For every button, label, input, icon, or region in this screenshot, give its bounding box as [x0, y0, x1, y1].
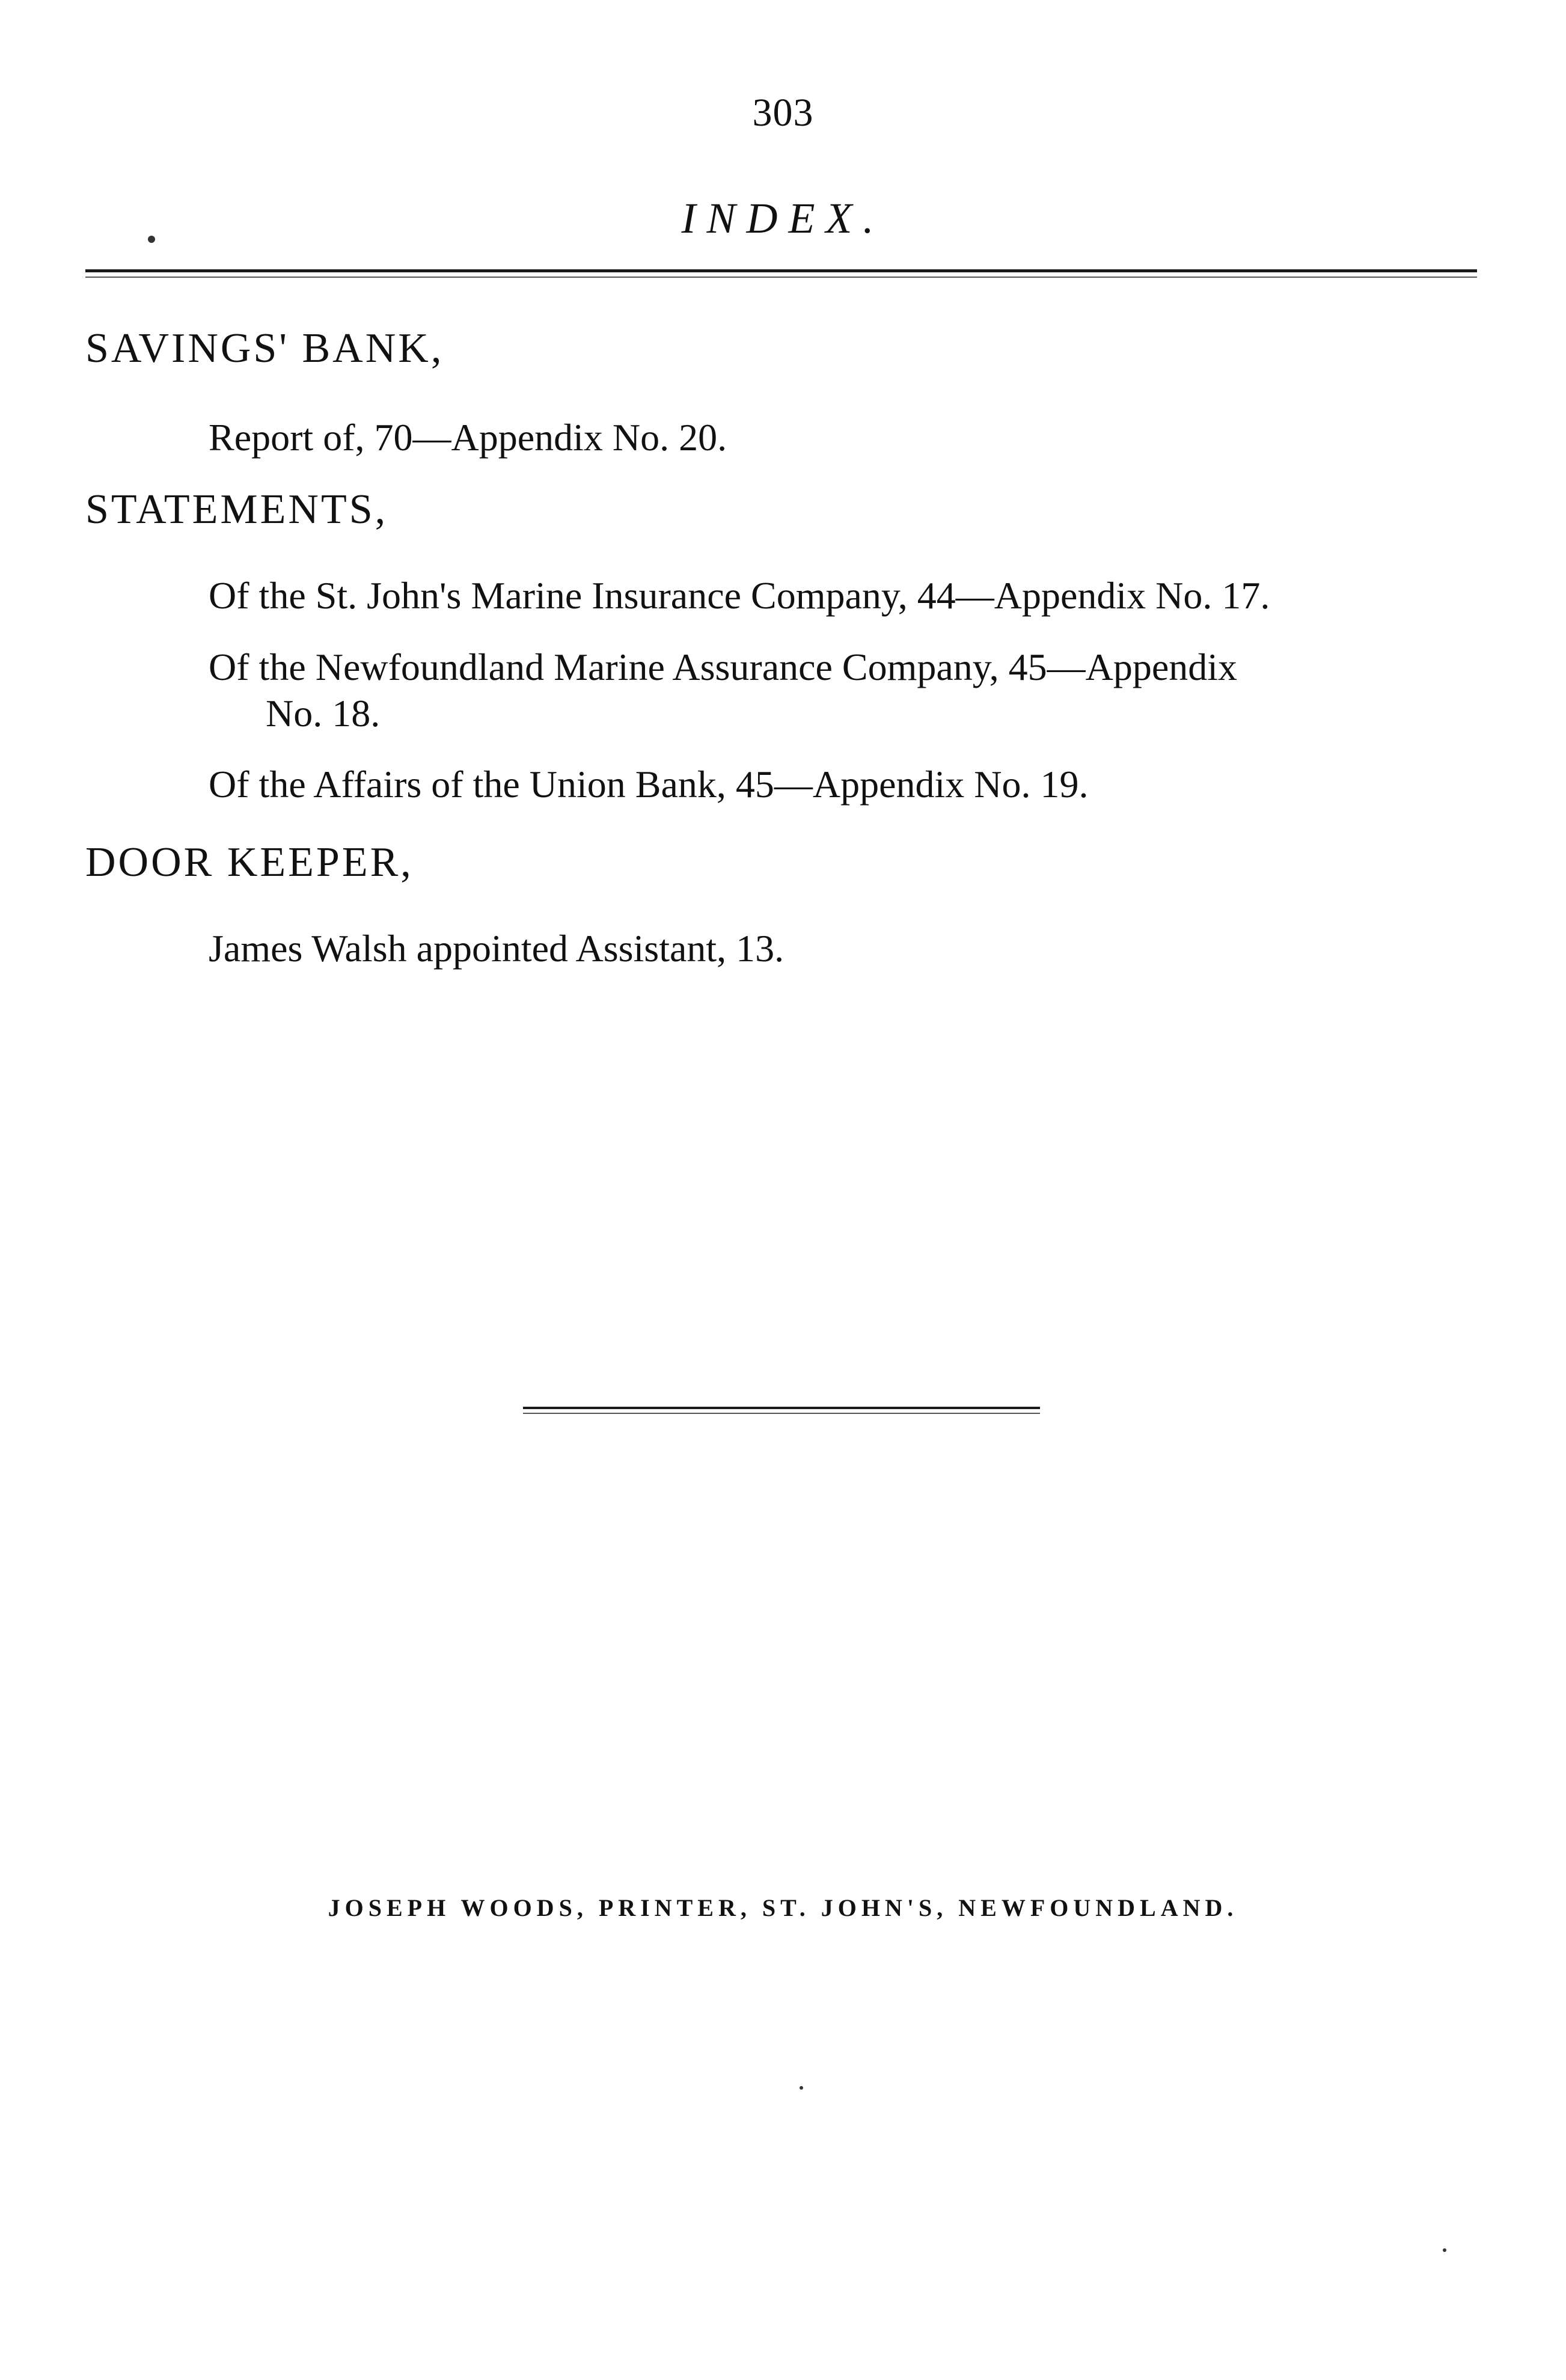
section-heading: SAVINGS' BANK, [85, 325, 444, 372]
index-entry-line: Of the Newfoundland Marine Assurance Company, 45—Appendix [209, 645, 1238, 688]
page-number: 303 [752, 91, 814, 135]
index-section-statements [85, 486, 1474, 808]
index-entry: Of the Affairs of the Union Bank, 45—Appendix No. 19. [209, 763, 1089, 806]
index-entry: Of the St. John's Marine Insurance Company, 44—Appendix No. 17. [209, 574, 1270, 617]
print-speck [800, 2086, 803, 2090]
section-rule [523, 1407, 1040, 1414]
print-speck [148, 236, 155, 243]
section-heading: STATEMENTS, [85, 486, 388, 533]
index-entry: Report of, 70—Appendix No. 20. [209, 416, 727, 459]
index-section-savings-bank [85, 325, 1474, 461]
index-section-door-keeper [85, 839, 1474, 972]
section-heading: DOOR KEEPER, [85, 839, 414, 886]
index-entry: James Walsh appointed Assistant, 13. [209, 927, 785, 970]
index-entry [85, 644, 1474, 737]
print-speck [1443, 2248, 1446, 2252]
index-entry-continuation: No. 18. [266, 691, 381, 735]
printer-imprint: JOSEPH WOODS, PRINTER, ST. JOHN'S, NEWFOUNDLAND. [328, 1894, 1238, 1921]
header-rule [85, 269, 1477, 278]
page-title: INDEX. [681, 194, 885, 242]
